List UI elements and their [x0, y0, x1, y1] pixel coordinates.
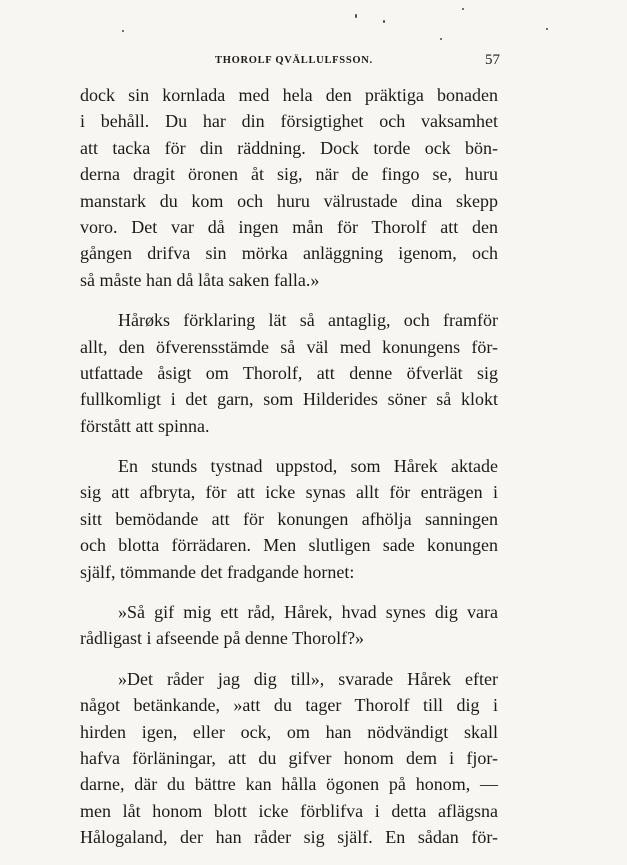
scan-speck — [122, 30, 124, 32]
text-line: men låt honom blott icke förblifva i detta aflägsna — [80, 800, 498, 821]
text-line: förstått att spinna. — [80, 415, 210, 436]
scan-speck — [383, 20, 385, 23]
text-line: så måste han då låta saken falla.» — [80, 269, 320, 290]
paragraph — [80, 666, 498, 851]
text-line: En stunds tystnad uppstod, som Hårek aktade — [118, 456, 498, 477]
text-line: hirden igen, eller ock, om han nödvändigt skall — [80, 721, 498, 742]
text-line: i behåll. Du har din försigtighet och vaksamhet — [80, 111, 498, 132]
text-line: hafva förläningar, att du gifver honom dem i fjor- — [80, 747, 498, 768]
text-line: »Så gif mig ett råd, Hårek, hvad synes dig vara — [118, 602, 498, 623]
text-line: något betänkande, »att du tager Thorolf till dig i — [80, 695, 498, 716]
text-line: darne, där du bättre kan hålla ögonen på honom, — — [80, 774, 498, 795]
text-line: rådligast i afseende på denne Thorolf?» — [80, 628, 365, 649]
scan-speck — [546, 28, 548, 30]
text-line: att tacka för din räddning. Dock torde ock bön- — [80, 137, 498, 158]
text-line: derna dragit öronen åt sig, när de fingo se, huru — [80, 164, 498, 185]
text-line: dock sin kornlada med hela den präktiga bonaden — [80, 85, 498, 105]
text-line: gången drifva sin mörka anläggning igenom, och — [80, 243, 498, 264]
text-line: allt, den öfverensstämde så väl med konungens för- — [80, 336, 498, 357]
text-line: och blotta förrädaren. Men slutligen sade konungen — [80, 535, 498, 556]
scan-speck — [355, 14, 357, 18]
text-line: sitt bemödande att för konungen afhölja sanningen — [80, 508, 498, 529]
scan-speck — [440, 38, 442, 40]
paragraph — [80, 453, 498, 585]
text-line: själf, tömmande det fradgande hornet: — [80, 561, 355, 582]
running-head — [80, 52, 500, 72]
running-title: THOROLF QVÄLLULFSSON. — [215, 55, 373, 66]
text-line: sig att afbryta, för att icke synas allt för enträgen i — [80, 482, 498, 503]
paragraph — [80, 307, 498, 439]
text-line: voro. Det var då ingen mån för Thorolf att den — [80, 216, 498, 237]
text-line: fullkomligt i det garn, som Hilderides söner så klokt — [80, 389, 498, 410]
text-line: utfattade åsigt om Thorolf, att denne öfverlät sig — [80, 362, 498, 383]
text-line: manstark du kom och huru välrustade dina skepp — [80, 190, 498, 211]
text-line: »Det råder jag dig till», svarade Hårek efter — [118, 668, 498, 689]
body-text — [80, 82, 498, 865]
text-line: Hårøks förklaring lät så antaglig, och framför — [118, 310, 498, 331]
scan-speck — [462, 8, 464, 10]
paragraph — [80, 82, 498, 293]
text-line: Hålogaland, der han råder sig själf. En sådan för- — [80, 827, 498, 848]
paragraph — [80, 599, 498, 652]
page-number: 57 — [485, 52, 500, 68]
